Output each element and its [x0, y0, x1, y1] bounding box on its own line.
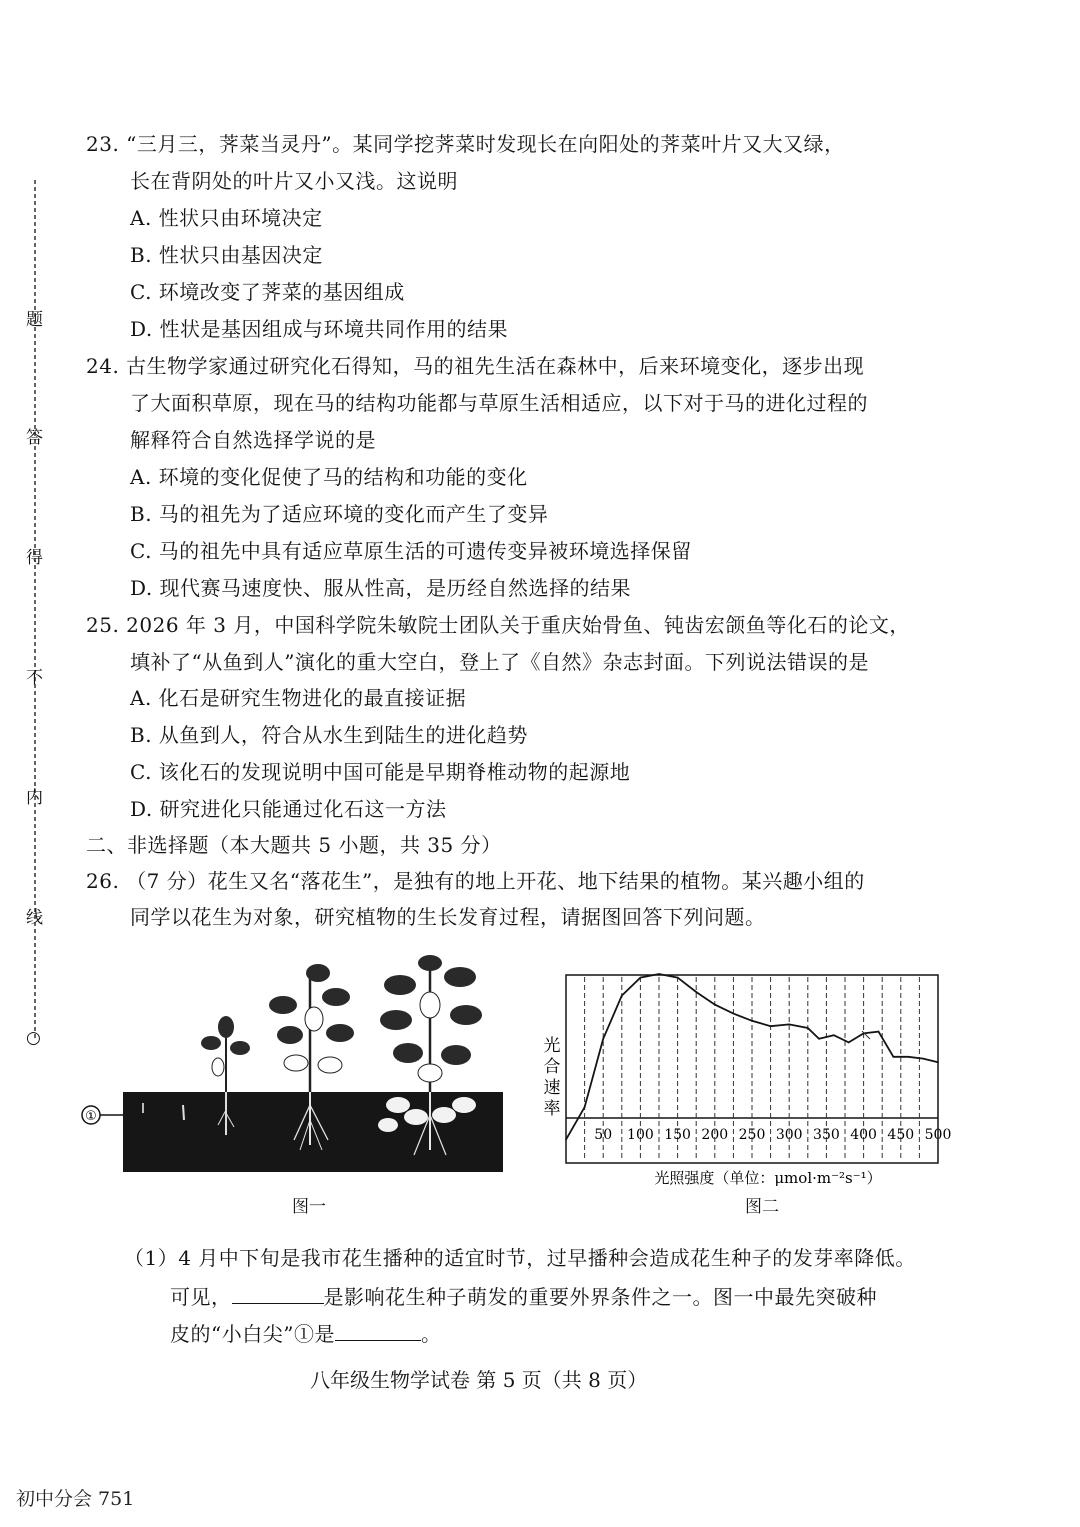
data-point [922, 1058, 924, 1060]
data-point [907, 1056, 909, 1058]
figure-1-peanut-growth [78, 955, 518, 1180]
data-point [565, 1139, 567, 1141]
x-tick-label: 300 [775, 1127, 803, 1143]
y-axis-label-char: 合 [543, 1057, 561, 1077]
q24-option-c: C. 马的祖先中具有适应草原生活的可遗传变异被环境选择保留 [130, 539, 692, 563]
seal-char-4: 不 [26, 668, 43, 688]
fig1-marker-label: ① [85, 1109, 97, 1124]
data-point [937, 1061, 939, 1063]
data-point [893, 1056, 895, 1058]
data-point [621, 995, 623, 997]
y-axis-label-char: 率 [543, 1099, 561, 1119]
data-point [770, 1025, 772, 1027]
y-axis-label-char: 速 [543, 1078, 561, 1098]
data-point [695, 991, 697, 993]
data-point [807, 1027, 809, 1029]
q23-option-c: C. 环境改变了荠菜的基因组成 [130, 280, 405, 304]
data-point [833, 1034, 835, 1036]
q25-option-c: C. 该化石的发现说明中国可能是早期脊椎动物的起源地 [130, 760, 631, 784]
q26-stem-line2: 同学以花生为对象，研究植物的生长发育过程，请据图回答下列问题。 [130, 905, 766, 929]
q24-stem-line1: 24. 古生物学家通过研究化石得知，马的祖先生活在森林中，后来环境变化，逐步出现 [86, 354, 865, 378]
q24-option-a: A. 环境的变化促使了马的结构和功能的变化 [130, 465, 528, 489]
watermark-text: 初中分会 751 [16, 1488, 135, 1510]
q25-option-d: D. 研究进化只能通过化石这一方法 [130, 797, 447, 821]
q24-option-d: D. 现代赛马速度快、服从性高，是历经自然选择的结果 [130, 576, 632, 600]
x-tick-label: 100 [627, 1127, 654, 1143]
seal-char-6: 线 [26, 908, 43, 928]
q23-option-a: A. 性状只由环境决定 [130, 206, 323, 230]
seal-line-margin [10, 170, 46, 1050]
x-axis-label: 光照强度（单位：μmol·m⁻²s⁻¹） [654, 1169, 882, 1187]
figure-2-chart [538, 965, 968, 1195]
q23-stem-line2: 长在背阴处的叶片又小又浅。这说明 [130, 169, 458, 193]
seal-char-2: 答 [26, 428, 43, 448]
x-tick-label: 250 [738, 1127, 766, 1143]
answer-blank-2[interactable] [335, 1318, 421, 1341]
x-tick-label: 50 [594, 1127, 613, 1143]
data-point [714, 1004, 716, 1006]
x-tick-label: 200 [701, 1127, 729, 1143]
q26-sub1-line3-start: 皮的“小白尖”①是 [170, 1322, 335, 1346]
seal-char-3: 得 [26, 548, 43, 568]
seal-char-5: 内 [26, 788, 43, 808]
fig1-caption: 图一 [292, 1197, 326, 1217]
data-point [640, 977, 642, 979]
q26-sub1-line2-end: 是影响花生种子萌发的重要外界条件之一。图一中最先突破种 [323, 1285, 877, 1309]
q26-sub1-line2-start: 可见， [170, 1285, 232, 1309]
fig2-caption: 图二 [745, 1197, 779, 1217]
y-axis-label-char: 光 [543, 1036, 561, 1056]
q24-stem-line3: 解释符合自然选择学说的是 [130, 428, 376, 452]
q26-sub1-line3 [170, 1318, 441, 1348]
q24-option-b: B. 马的祖先为了适应环境的变化而产生了变异 [130, 502, 549, 526]
q25-stem-line2: 填补了“从鱼到人”演化的重大空白，登上了《自然》杂志封面。下列说法错误的是 [130, 650, 869, 674]
q26-sub1-line2 [170, 1281, 877, 1311]
q23-stem-line1: 23. “三月三，荠菜当灵丹”。某同学挖荠菜时发现长在向阳处的荠菜叶片又大又绿， [86, 132, 845, 156]
q26-sub1-line1: （1）4 月中下旬是我市花生播种的适宜时节，过早播种会造成花生种子的发芽率降低。 [124, 1246, 916, 1270]
data-point [751, 1020, 753, 1022]
q23-option-b: B. 性状只由基因决定 [130, 243, 323, 267]
answer-blank-1[interactable] [232, 1281, 324, 1304]
data-point [788, 1024, 790, 1026]
seal-char-1: 题 [26, 310, 43, 330]
x-tick-label: 150 [664, 1127, 691, 1143]
q25-stem-line1: 25. 2026 年 3 月，中国科学院朱敏院士团队关于重庆始骨鱼、钝齿宏颌鱼等化石的论文， [86, 613, 910, 637]
x-tick-label: 350 [813, 1127, 840, 1143]
y-axis-label [544, 1036, 561, 1119]
q25-option-b: B. 从鱼到人，符合从水生到陆生的进化趋势 [130, 723, 528, 747]
q25-option-a: A. 化石是研究生物进化的最直接证据 [130, 686, 467, 710]
data-point [602, 1038, 604, 1040]
q26-sub1-line3-end: 。 [420, 1322, 442, 1346]
data-point [677, 977, 679, 979]
x-tick-label: 400 [850, 1127, 877, 1143]
x-tick-labels [594, 1127, 951, 1143]
section2-heading: 二、非选择题（本大题共 5 小题，共 35 分） [86, 833, 502, 857]
data-point [658, 973, 660, 975]
soil-block [123, 1092, 503, 1172]
data-point [878, 1031, 880, 1033]
data-point [733, 1013, 735, 1015]
x-tick-label: 450 [887, 1127, 915, 1143]
data-point [818, 1038, 820, 1040]
data-point [584, 1106, 586, 1108]
q23-option-d: D. 性状是基因组成与环境共同作用的结果 [130, 317, 509, 341]
q26-stem-line1: 26. （7 分）花生又名“落花生”，是独有的地上开花、地下结果的植物。某兴趣小组的 [86, 869, 865, 893]
q24-stem-line2: 了大面积草原，现在马的结构功能都与草原生活相适应，以下对于马的进化过程的 [130, 391, 868, 415]
x-tick-label: 500 [924, 1127, 952, 1143]
y-axis-label-group [544, 1036, 561, 1119]
seal-char-7: ○ [26, 1028, 41, 1048]
page-footer: 八年级生物学试卷 第 5 页（共 8 页） [310, 1368, 648, 1392]
data-point [848, 1042, 850, 1044]
